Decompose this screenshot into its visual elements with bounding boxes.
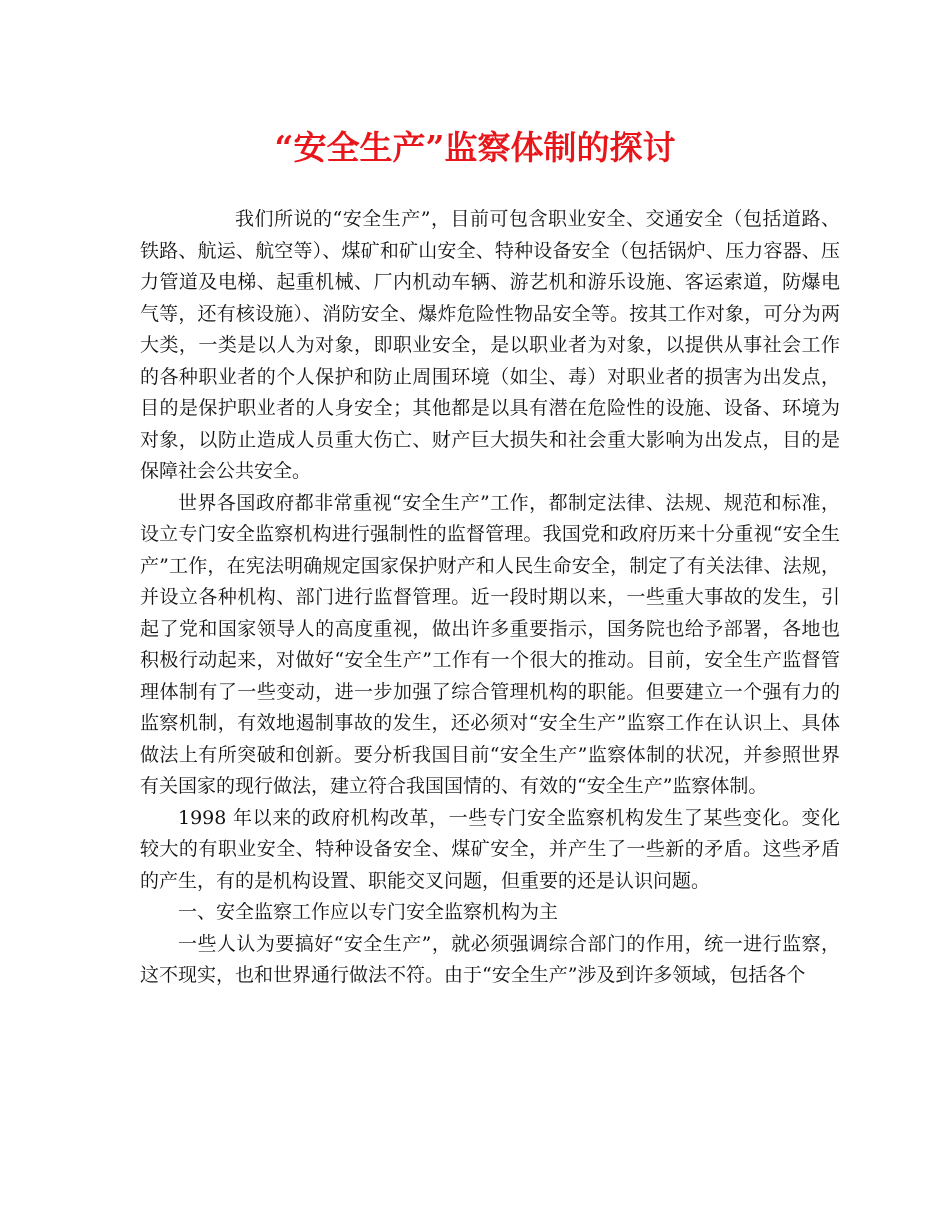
paragraph-4: 一些人认为要搞好“安全生产”，就必须强调综合部门的作用，统一进行监察，这不现实，也和世界通行做法不符。由于“安全生产”涉及到许多领域，包括各个: [140, 932, 840, 986]
paragraph-3: 1998 年以来的政府机构改革，一些专门安全监察机构发生了某些变化。变化较大的有职业安全、特种设备安全、煤矿安全，并产生了一些新的矛盾。这些矛盾的产生，有的是机构设置、职能交叉问题，但重要的还是认识问题。: [140, 806, 840, 892]
paragraph-2: 世界各国政府都非常重视“安全生产”工作，都制定法律、法规、规范和标准，设立专门安全监察机构进行强制性的监督管理。我国党和政府历来十分重视“安全生产”工作，在宪法明确规定国家保护财产和人民生命安全，制定了有关法律、法规，并设立各种机构、部门进行监督管理。近一段时期以来，一些重大事故的发生，引起了党和国家领导人的高度重视，做出许多重要指示，国务院也给予部署，各地也积极行动起来，对做好“安全生产”工作有一个很大的推动。目前，安全生产监督管理体制有了一些变动，进一步加强了综合管理机构的职能。但要建立一个强有力的监察机制，有效地遏制事故的发生，还必须对“安全生产”监察工作在认识上、具体做法上有所突破和创新。要分析我国目前“安全生产”监察体制的状况，并参照世界有关国家的现行做法，建立符合我国国情的、有效的“安全生产”监察体制。: [140, 491, 840, 797]
document-title: “安全生产”监察体制的探讨: [274, 128, 676, 167]
section-heading-1: 一、安全监察工作应以专门安全监察机构为主: [178, 901, 559, 923]
paragraph-1: 我们所说的“安全生产”，目前可包含职业安全、交通安全（包括道路、铁路、航运、航空等）、煤矿和矿山安全、特种设备安全（包括锅炉、压力容器、压力管道及电梯、起重机械、厂内机动车辆、游艺机和游乐设施、客运索道，防爆电气等，还有核设施）、消防安全、爆炸危险性物品安全等。按其工作对象，可分为两大类，一类是以人为对象，即职业安全，是以职业者为对象，以提供从事社会工作的各种职业者的个人保护和防止周围环境（如尘、毒）对职业者的损害为出发点，目的是保护职业者的人身安全；其他都是以具有潜在危险性的设施、设备、环境为对象，以防止造成人员重大伤亡、财产巨大损失和社会重大影响为出发点，目的是保障社会公共安全。: [140, 208, 840, 482]
document-body: [140, 204, 840, 992]
